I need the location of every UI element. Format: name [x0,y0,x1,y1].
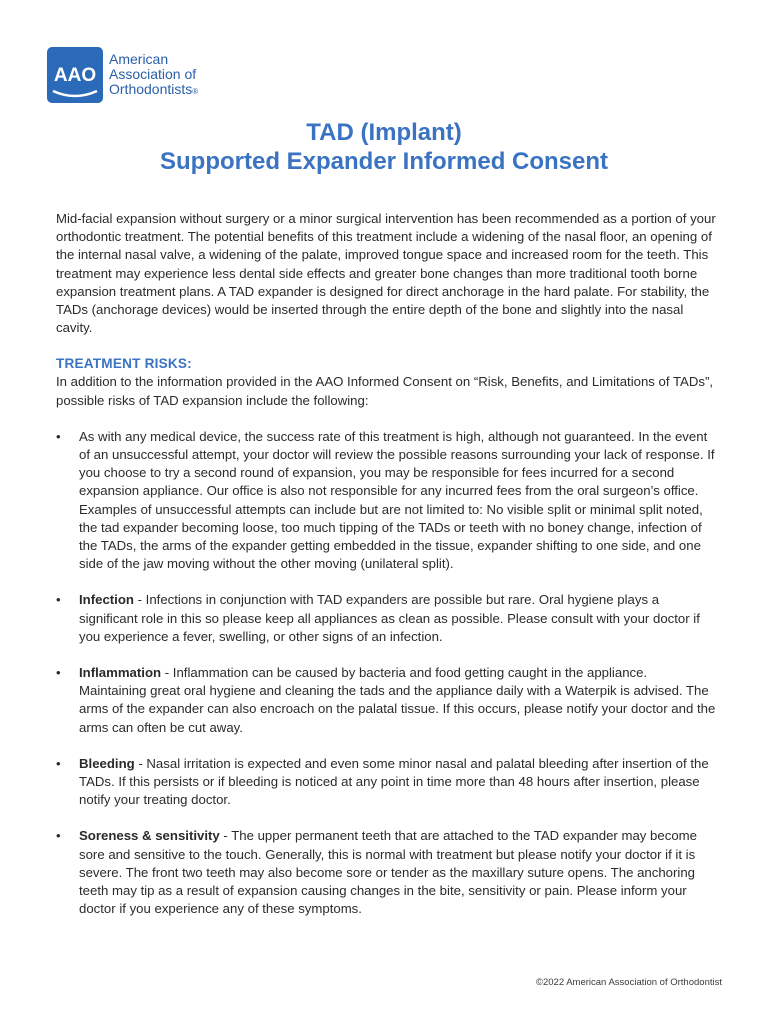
aao-logo [47,47,198,103]
risk-item-infection [56,591,716,646]
treatment-risks-heading: TREATMENT RISKS: [56,356,192,372]
bullet: • [56,665,61,681]
risk-term: Bleeding [79,755,135,771]
risk-item-inflammation [56,664,716,737]
bullet: • [56,755,61,771]
risk-term: Inflammation [79,665,162,681]
intro-paragraph: Mid-facial expansion without surgery or a minor surgical intervention has been recommended as a portion of your orthodontic treatment. The potential benefits of this treatment include a widening of the nasal floor, an opening of the internal nasal valve, a widening of the palate, improved tongue space and increased room for the teeth. This treatment may experience less dental side effects and greater bone changes than more traditional tooth borne expansion treatment plans. A TAD expander is designed for direct anchorage in the hard palate. For stability, the TADs (anchorage devices) would be inserted through the entire depth of the bone and slightly into the nasal cavity. [56,211,716,336]
risk-item-bleeding [56,755,716,810]
aao-logo-mark [47,47,103,103]
risk-term: Soreness & sensitivity [79,828,220,844]
risk-text: - Infections in conjunction with TAD expanders are possible but rare. Oral hygiene plays a significant role in this so please keep all appliances as clean as possible. Please consult with your doctor if you experience a fever, swelling, or other signs of an infection. [79,592,700,644]
copyright-footer: ©2022 American Association of Orthodontist [535,977,722,988]
risk-item-success-rate [56,428,716,574]
logo-mark-text: AAO [53,65,97,86]
bullet: • [56,592,61,608]
risk-item-soreness-sensitivity [56,827,716,918]
registered-mark: ® [192,86,199,96]
risk-list [56,428,716,919]
risk-text: As with any medical device, the success rate of this treatment is high, although not guaranteed. In the event of an unsuccessful attempt, your doctor will review the possible reasons surrounding your lack of response. If you choose to try a second round of expansion, you may be responsible for fees incurred for a second expansion appliance. Our office is also not responsible for any incurred fees from the oral surgeon’s office. Examples of unsuccessful attempts can include but are not limited to: No visible split or minimal split noted, the tad expander becoming loose, too much tipping of the TADs or teeth with no boney change, infection of the TADs, the arms of the expander getting embedded in the tissue, expander shifting to one side, and one side of the jaw moving without the other moving (unilateral split). [79,428,715,572]
organization-name [109,52,198,99]
bullet: • [56,428,61,444]
risk-text: - Nasal irritation is expected and even some minor nasal and palatal bleeding after insertion of the TADs. If this persists or if bleeding is noticed at any point in time more than 48 hours after insertion, please notify your treating doctor. [79,755,709,808]
document-body [56,210,716,937]
risk-text: - Inflammation can be caused by bacteria and food getting caught in the appliance. Maintaining great oral hygiene and cleaning the tads and the appliance daily with a Waterpik is advised. The arms of the expander can also encroach on the palatal tissue. If this occurs, please notify your doctor and the arms can often be cut away. [79,665,716,735]
bullet: • [56,828,61,844]
page-title [0,118,768,176]
org-name-line-1: American [109,50,169,67]
org-name-line-3: Orthodontists [109,80,193,97]
title-line-2: Supported Expander Informed Consent [159,148,609,175]
risk-term: Infection [79,592,134,608]
org-name-line-2: Association of [109,65,197,82]
risk-text: - The upper permanent teeth that are attached to the TAD expander may become sore and sensitive to the touch. Generally, this is normal with treatment but please notify your doctor if it is severe. The front two teeth may also become sore or tender as the maxillary suture opens. The anchoring teeth may tip as a result of expansion causing changes in the bite, sensitivity or pain. Please inform your doctor if you experience any of these symptoms. [79,828,697,917]
title-line-1: TAD (Implant) [306,119,462,146]
treatment-risks-intro: In addition to the information provided in the AAO Informed Consent on “Risk, Benefits, and Limitations of TADs”, possible risks of TAD expansion include the following: [56,374,714,408]
